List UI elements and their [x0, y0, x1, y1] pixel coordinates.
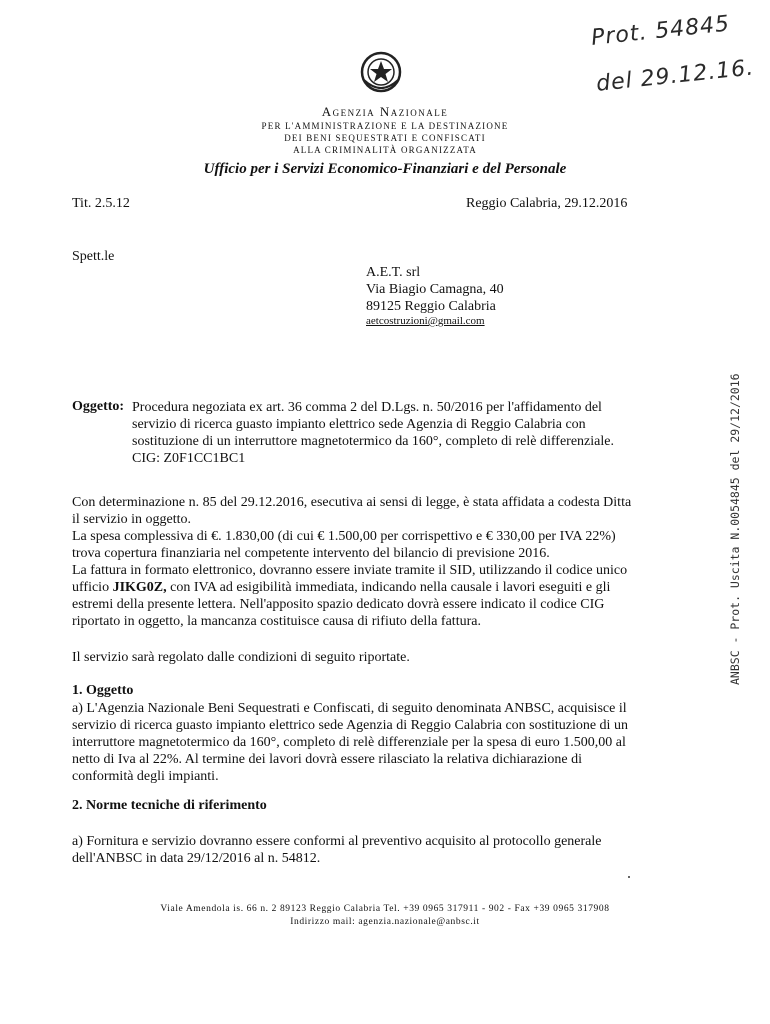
body-line: trova copertura finanziaria nel competente intervento del bilancio di previsione 2016. [72, 546, 550, 561]
scan-speck [628, 876, 630, 878]
section-line: conformità degli impianti. [72, 769, 219, 784]
footer-address: Viale Amendola is. 66 n. 2 89123 Reggio Calabria Tel. +39 0965 317911 - 902 - Fax +39 0965 317908 [160, 904, 610, 914]
section-line: a) Fornitura e servizio dovranno essere conformi al preventivo acquisito al protocollo generale [72, 834, 602, 849]
agency-subtitle-line: ALLA CRIMINALITÀ ORGANIZZATA [293, 145, 477, 155]
body-line: il servizio in oggetto. [72, 512, 191, 527]
subject-cig: CIG: Z0F1CC1BC1 [132, 451, 246, 466]
section-line: servizio di ricerca guasto impianto elettrico sede Agenzia di Reggio Calabria con sostituzione di un [72, 718, 628, 733]
body-line: La fattura in formato elettronico, dovranno essere inviate tramite il SID, utilizzando il codice unico [72, 563, 628, 578]
section-line: interruttore magnetotermico da 160°, completo di relè differenziale per la spesa di euro 1.500,00 al [72, 735, 626, 750]
office-name: Ufficio per i Servizi Economico-Finanziari e del Personale [203, 161, 567, 177]
protocol-stamp-text: ANBSC - Prot. Uscita N.0054845 del 29/12/2016 [728, 373, 742, 685]
recipient-street: Via Biagio Camagna, 40 [366, 282, 504, 297]
section-2-title: 2. Norme tecniche di riferimento [72, 798, 267, 813]
section-line: dell'ANBSC in data 29/12/2016 al n. 54812. [72, 851, 321, 866]
subject-line: sostituzione di un interruttore magnetotermico da 160°, completo di relè differenziale. [132, 434, 614, 449]
section-2-body [72, 833, 697, 867]
section-line: netto di Iva al 22%. Al termine dei lavori dovrà essere rilasciato la relativa dichiarazione di [72, 752, 583, 767]
footer-email: Indirizzo mail: agenzia.nazionale@anbsc.it [290, 917, 480, 927]
body-line: Con determinazione n. 85 del 29.12.2016, esecutiva ai sensi di legge, è stata affidata a codesta Ditta [72, 495, 632, 510]
body-text: con IVA ad esigibilità immediata, indicando nella causale i lavori eseguiti e gli [166, 580, 611, 595]
subject-label: Oggetto: [72, 399, 125, 414]
republic-emblem-icon [358, 50, 404, 96]
section-line: a) L'Agenzia Nazionale Beni Sequestrati e Confiscati, di seguito denominata ANBSC, acquisisce il [72, 701, 627, 716]
section-1-body [72, 700, 697, 785]
body-line-office-code [72, 579, 697, 596]
handwritten-protocol-date: del 29.12.16. [595, 55, 756, 97]
recipient-name: A.E.T. srl [366, 265, 421, 280]
office-code: JIKG0Z, [112, 580, 167, 595]
salutation: Spett.le [72, 249, 115, 264]
subject-line: servizio di ricerca guasto impianto elettrico sede Agenzia di Reggio Calabria con [132, 417, 586, 432]
agency-subtitle-line: DEI BENI SEQUESTRATI E CONFISCATI [284, 133, 486, 143]
subject-body [132, 399, 696, 467]
recipient-city: 89125 Reggio Calabria [366, 299, 496, 314]
section-1-title: 1. Oggetto [72, 683, 134, 698]
body-paragraph [72, 494, 697, 630]
agency-subtitle-line: PER L'AMMINISTRAZIONE E LA DESTINAZIONE [261, 121, 509, 131]
body-text: ufficio [72, 580, 113, 595]
handwritten-protocol-number: Prot. 54845 [590, 11, 732, 51]
recipient-email-link[interactable]: aetcostruzioni@gmail.com [366, 315, 485, 327]
body-line: La spesa complessiva di €. 1.830,00 (di cui € 1.500,00 per corrispettivo e € 330,00 per IVA 22%) [72, 529, 616, 544]
agency-name: Agenzia Nazionale [321, 104, 449, 119]
protocol-stamp [728, 345, 748, 685]
subject-line: Procedura negoziata ex art. 36 comma 2 del D.Lgs. n. 50/2016 per l'affidamento del [132, 400, 602, 415]
place-date: Reggio Calabria, 29.12.2016 [466, 196, 628, 211]
title-reference: Tit. 2.5.12 [72, 196, 130, 211]
body-paragraph-conditions: Il servizio sarà regolato dalle condizioni di seguito riportate. [72, 650, 410, 665]
body-line: estremi della presente lettera. Nell'apposito spazio dedicato dovrà essere indicato il codice CIG [72, 597, 605, 612]
body-line: riportato in oggetto, la mancanza costituisce causa di rifiuto della fattura. [72, 614, 481, 629]
